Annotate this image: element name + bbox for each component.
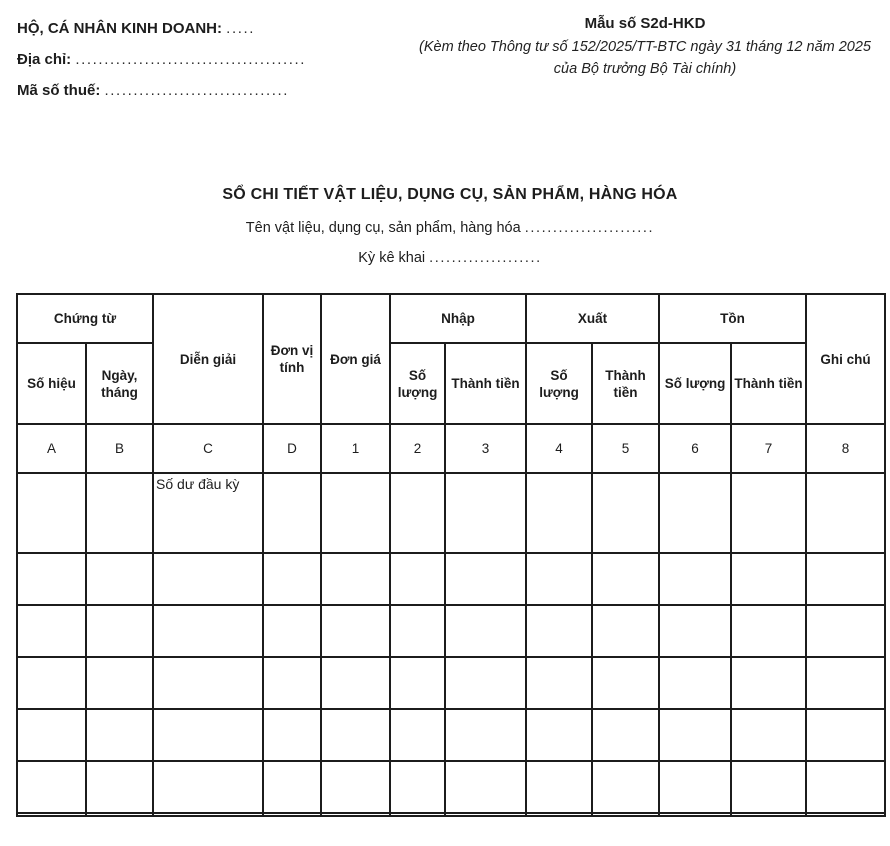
col-header-dien-giai: Diễn giải <box>153 294 263 424</box>
business-info-block <box>17 13 387 106</box>
table-cell <box>806 709 885 761</box>
column-code: 5 <box>592 424 659 473</box>
table-cell <box>526 761 592 813</box>
table-cell <box>659 761 731 813</box>
business-owner-label: HỘ, CÁ NHÂN KINH DOANH: <box>17 20 227 37</box>
business-owner-line <box>17 13 387 44</box>
table-cell <box>86 709 153 761</box>
table-cell <box>659 709 731 761</box>
table-cell <box>153 605 263 657</box>
table-cell <box>445 813 526 816</box>
table-cell <box>321 761 390 813</box>
col-header-ghi-chu: Ghi chú <box>806 294 885 424</box>
table-cell <box>659 813 731 816</box>
col-header-xuat-thanh-tien: Thành tiền <box>592 343 659 424</box>
table-cell <box>17 605 86 657</box>
table-cell <box>806 813 885 816</box>
table-cell <box>731 605 806 657</box>
table-cell <box>263 473 321 553</box>
table-cell <box>263 553 321 605</box>
table-cell <box>390 761 445 813</box>
table-cell <box>659 657 731 709</box>
item-name-line <box>16 220 884 236</box>
col-header-don-gia: Đơn giá <box>321 294 390 424</box>
table-cell <box>17 553 86 605</box>
table-cell <box>86 813 153 816</box>
col-header-ton-thanh-tien: Thành tiền <box>731 343 806 424</box>
col-group-nhap: Nhập <box>390 294 526 343</box>
col-header-nhap-thanh-tien: Thành tiền <box>445 343 526 424</box>
table-cell <box>526 553 592 605</box>
table-cell <box>592 761 659 813</box>
col-header-nhap-so-luong: Số lượng <box>390 343 445 424</box>
column-code: 7 <box>731 424 806 473</box>
table-cell <box>445 473 526 553</box>
table-cell <box>153 657 263 709</box>
tax-code-fill: ................................ <box>104 82 290 99</box>
table-cell <box>321 657 390 709</box>
table-cell <box>390 813 445 816</box>
ledger-table <box>16 293 886 817</box>
column-code: 1 <box>321 424 390 473</box>
table-cell <box>321 553 390 605</box>
table-row <box>17 473 885 553</box>
table-cell <box>17 709 86 761</box>
declaration-period-fill: .................... <box>429 250 542 266</box>
table-cell <box>659 605 731 657</box>
col-group-ton: Tồn <box>659 294 806 343</box>
table-cell <box>17 813 86 816</box>
col-group-chung-tu: Chứng từ <box>17 294 153 343</box>
table-cell <box>17 473 86 553</box>
column-code: 3 <box>445 424 526 473</box>
table-cell <box>390 657 445 709</box>
business-owner-fill: ..... <box>226 20 256 37</box>
column-code: C <box>153 424 263 473</box>
form-number-block <box>406 13 884 106</box>
table-cell <box>592 605 659 657</box>
table-cell <box>806 657 885 709</box>
table-cell <box>731 813 806 816</box>
table-cell <box>390 553 445 605</box>
table-cell <box>153 553 263 605</box>
declaration-period-line <box>16 250 884 266</box>
form-number: Mẫu số S2d-HKD <box>584 15 706 32</box>
table-cell <box>731 761 806 813</box>
column-code: 8 <box>806 424 885 473</box>
table-cell <box>806 761 885 813</box>
table-cell <box>445 709 526 761</box>
table-row <box>17 657 885 709</box>
table-row-cropped <box>17 813 885 816</box>
address-line <box>17 44 387 75</box>
table-cell <box>445 657 526 709</box>
table-cell <box>592 657 659 709</box>
document-title: SỔ CHI TIẾT VẬT LIỆU, DỤNG CỤ, SẢN PHẨM, HÀNG HÓA <box>222 186 678 203</box>
table-row <box>17 709 885 761</box>
table-cell <box>731 553 806 605</box>
issuance-note: (Kèm theo Thông tư số 152/2025/TT-BTC ngày 31 tháng 12 năm 2025 của Bộ trưởng Bộ Tài chính) <box>419 39 871 77</box>
table-cell <box>153 761 263 813</box>
table-cell <box>445 553 526 605</box>
table-row <box>17 553 885 605</box>
table-cell <box>153 813 263 816</box>
col-header-ton-so-luong: Số lượng <box>659 343 731 424</box>
table-row <box>17 605 885 657</box>
column-code: 6 <box>659 424 731 473</box>
col-header-so-hieu: Số hiệu <box>17 343 86 424</box>
tax-code-line <box>17 75 387 106</box>
table-cell <box>592 813 659 816</box>
table-cell <box>86 473 153 553</box>
item-name-label: Tên vật liệu, dụng cụ, sản phẩm, hàng hóa <box>245 220 525 236</box>
item-name-fill: ....................... <box>524 220 655 236</box>
column-code: B <box>86 424 153 473</box>
col-header-don-vi-tinh: Đơn vị tính <box>263 294 321 424</box>
table-cell <box>263 657 321 709</box>
table-cell <box>592 473 659 553</box>
declaration-period-label: Kỳ kê khai <box>358 250 430 266</box>
table-cell <box>526 605 592 657</box>
table-cell <box>263 813 321 816</box>
table-cell <box>321 813 390 816</box>
table-cell <box>390 709 445 761</box>
table-cell <box>321 709 390 761</box>
table-cell <box>592 553 659 605</box>
table-row <box>17 761 885 813</box>
table-cell <box>806 605 885 657</box>
col-header-ngay-thang: Ngày, tháng <box>86 343 153 424</box>
table-cell <box>806 473 885 553</box>
table-cell <box>806 553 885 605</box>
table-cell <box>86 553 153 605</box>
table-cell <box>390 473 445 553</box>
table-cell <box>86 761 153 813</box>
table-cell <box>526 813 592 816</box>
table-cell <box>390 605 445 657</box>
col-header-xuat-so-luong: Số lượng <box>526 343 592 424</box>
table-cell <box>592 709 659 761</box>
document-header <box>0 0 890 106</box>
address-fill: ........................................ <box>75 51 307 68</box>
title-block <box>16 186 884 266</box>
table-cell <box>445 605 526 657</box>
table-cell <box>731 709 806 761</box>
table-cell <box>526 657 592 709</box>
column-code: 2 <box>390 424 445 473</box>
column-code: D <box>263 424 321 473</box>
table-cell <box>263 761 321 813</box>
opening-balance-label: Số dư đầu kỳ <box>156 476 240 492</box>
table-cell <box>17 657 86 709</box>
tax-code-label: Mã số thuế: <box>17 82 105 99</box>
table-cell <box>86 605 153 657</box>
table-cell <box>263 605 321 657</box>
table-cell <box>86 657 153 709</box>
table-cell <box>445 761 526 813</box>
column-code: A <box>17 424 86 473</box>
table-cell <box>659 473 731 553</box>
table-cell <box>526 473 592 553</box>
table-cell <box>526 709 592 761</box>
table-cell <box>17 761 86 813</box>
table-cell <box>153 709 263 761</box>
table-cell <box>731 657 806 709</box>
table-cell <box>263 709 321 761</box>
table-cell <box>153 473 263 553</box>
table-cell <box>321 605 390 657</box>
table-cell <box>659 553 731 605</box>
address-label: Địa chỉ: <box>17 51 76 68</box>
table-cell <box>731 473 806 553</box>
table-cell <box>321 473 390 553</box>
column-code: 4 <box>526 424 592 473</box>
col-group-xuat: Xuất <box>526 294 659 343</box>
